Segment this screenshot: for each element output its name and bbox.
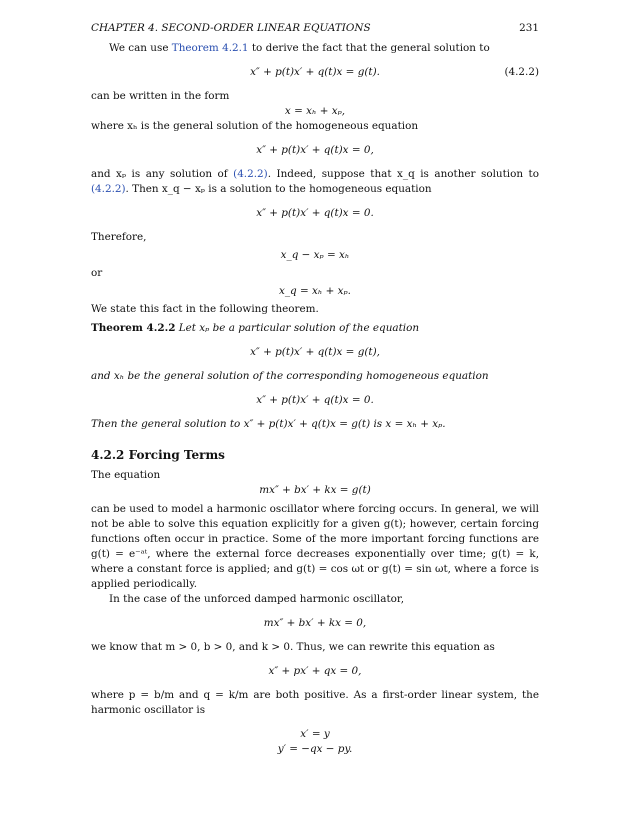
paragraph: Therefore, [91, 231, 147, 243]
paragraph: In the case of the unforced damped harmonic oscillator, [109, 593, 405, 605]
theorem-heading: Theorem 4.2.2 [91, 322, 176, 334]
intro-paragraph: We can use Theorem 4.2.1 to derive the fact that the general solution to [109, 42, 490, 54]
first-order-system: x′ = y y′ = −qx − py. [277, 728, 353, 755]
paragraph: where p = b/m and q = k/m are both positive. As a first-order linear system, the harmonic oscillator is [91, 689, 539, 716]
equation: x″ + p(t)x′ + q(t)x = 0. [256, 394, 374, 406]
theorem-block: Theorem 4.2.2 Let xₚ be a particular solution of the equation x″ + p(t)x′ + q(t)x = g(t), and xₕ be the general solution of the corresponding homogeneous equation x″ + p(t)x′ + q(t)x = 0. Then the general solution to x″ + p(t)x′ + q(t)x = g(t) is x = xₕ + xₚ. [91, 321, 539, 432]
equation-4-2-2: x″ + p(t)x′ + q(t)x = g(t). (4.2.2) [250, 66, 539, 78]
equation: x″ + p(t)x′ + q(t)x = g(t), [250, 346, 380, 358]
paragraph: we know that m > 0, b > 0, and k > 0. Thus, we can rewrite this equation as [91, 641, 495, 653]
equation-tag: (4.2.2) [504, 66, 539, 78]
equation: x″ + p(t)x′ + q(t)x = 0. [256, 207, 374, 219]
equation: mx″ + bx′ + kx = g(t) [259, 484, 371, 496]
paragraph: where xₕ is the general solution of the homogeneous equation [91, 120, 419, 132]
running-header [91, 22, 539, 38]
equation: mx″ + bx′ + kx = 0, [263, 617, 367, 629]
section-heading: 4.2.2 Forcing Terms [91, 448, 225, 462]
paragraph: can be used to model a harmonic oscillator where forcing occurs. In general, we will not be able to solve this equation explicitly for a given g(t); however, certain forcing functions often occur in practice. Some of the more important forcing functions are g(t) = e⁻ᵃᵗ, where the external force decreases exponentially over time; g(t) = k, where a constant force is applied; and g(t) = cos ωt or g(t) = sin ωt, where a force is applied periodically. [91, 503, 539, 590]
paragraph: The equation [91, 469, 161, 481]
equation: x_q = xₕ + xₚ. [278, 285, 351, 297]
paragraph: We state this fact in the following theorem. [91, 303, 319, 315]
equation-link[interactable]: (4.2.2) [91, 183, 126, 195]
equation: x = xₕ + xₚ, [284, 105, 346, 117]
page [91, 22, 539, 757]
page-number: 231 [519, 22, 539, 34]
equation: x″ + p(t)x′ + q(t)x = 0, [256, 144, 374, 156]
theorem-link[interactable]: Theorem 4.2.1 [171, 42, 249, 54]
equation: x_q − xₚ = xₕ [280, 249, 350, 261]
equation-link[interactable]: (4.2.2) [233, 168, 268, 180]
chapter-title: CHAPTER 4. SECOND-ORDER LINEAR EQUATIONS [91, 22, 371, 34]
paragraph: and xₚ is any solution of (4.2.2). Indeed, suppose that x_q is another solution to (4.2.2). Then x_q − xₚ is a solution to the homogeneous equation [91, 168, 539, 195]
paragraph: or [91, 267, 103, 279]
equation: x″ + px′ + qx = 0, [268, 665, 362, 677]
paragraph: can be written in the form [91, 90, 230, 102]
